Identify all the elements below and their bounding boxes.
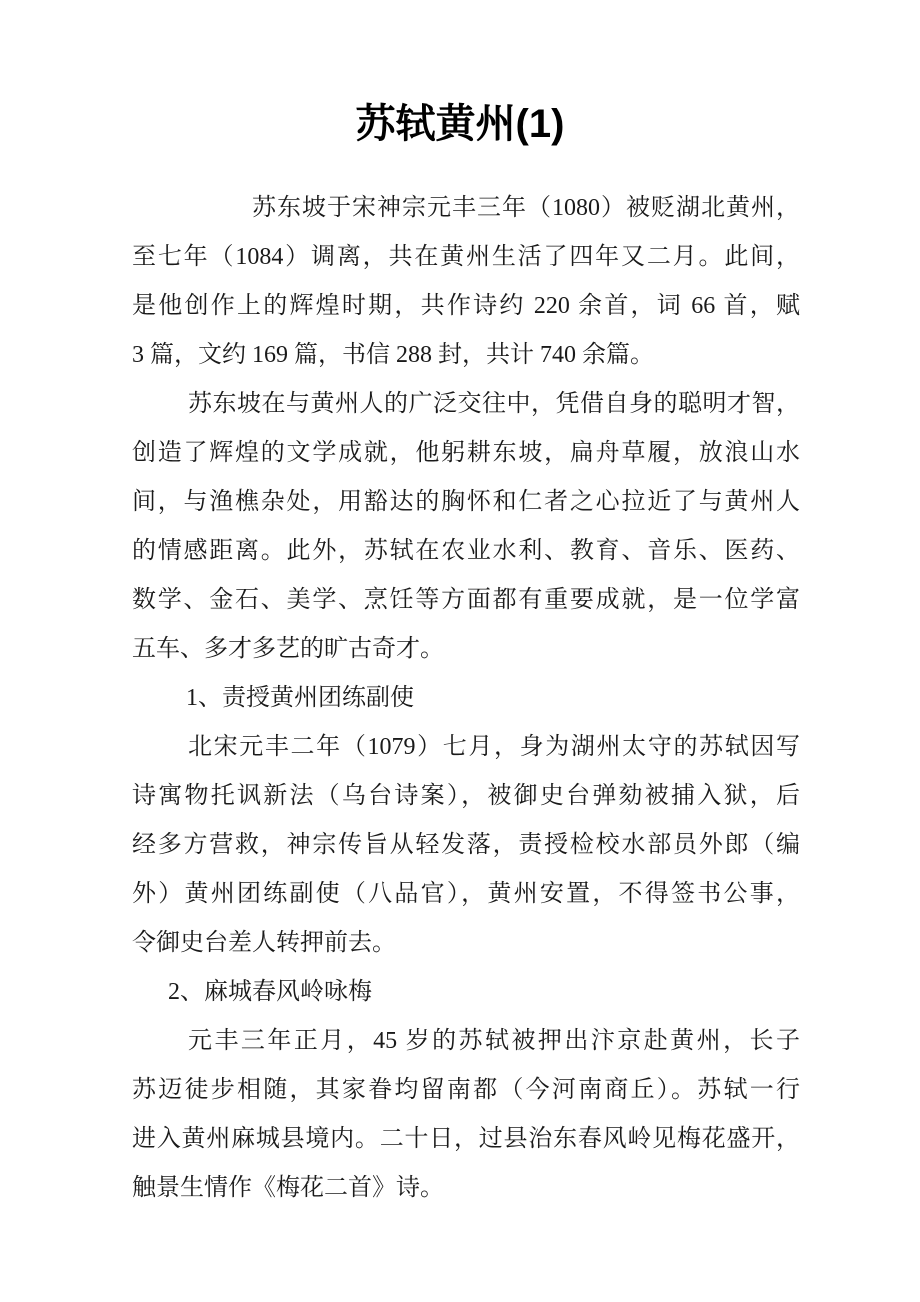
text-line: 是他创作上的辉煌时期，共作诗约 220 余首，词 66 首，赋	[132, 293, 800, 319]
text-line: 至七年（1084）调离，共在黄州生活了四年又二月。此间，	[132, 244, 800, 270]
text-line: 苏东坡在与黄州人的广泛交往中，凭借自身的聪明才智，	[188, 391, 800, 417]
text-line: 元丰三年正月，45 岁的苏轼被押出汴京赴黄州，长子	[188, 1028, 800, 1054]
text-line: 令御史台差人转押前去。	[132, 930, 396, 956]
text-line: 的情感距离。此外，苏轼在农业水利、教育、音乐、医药、	[132, 538, 800, 564]
text-line: 外）黄州团练副使（八品官），黄州安置，不得签书公事，	[132, 881, 800, 907]
document-title: 苏轼黄州(1)	[355, 102, 565, 146]
heading-line: 1、责授黄州团练副使	[186, 685, 414, 711]
text-line: 苏迈徒步相随，其家眷均留南都（今河南商丘）。苏轼一行	[132, 1077, 800, 1103]
text-line: 触景生情作《梅花二首》诗。	[132, 1175, 444, 1201]
text-line: 数学、金石、美学、烹饪等方面都有重要成就，是一位学富	[132, 587, 800, 613]
text-line: 诗寓物托讽新法（乌台诗案），被御史台弹劾被捕入狱，后	[132, 783, 800, 809]
text-line: 间，与渔樵杂处，用豁达的胸怀和仁者之心拉近了与黄州人	[132, 489, 800, 515]
text-line: 创造了辉煌的文学成就，他躬耕东坡，扁舟草履，放浪山水	[132, 440, 800, 466]
text-line: 3 篇，文约 169 篇，书信 288 封，共计 740 余篇。	[132, 342, 654, 368]
text-line: 北宋元丰二年（1079）七月，身为湖州太守的苏轼因写	[188, 734, 800, 760]
text-line: 经多方营救，神宗传旨从轻发落，责授检校水部员外郎（编	[132, 832, 800, 858]
text-line: 苏东坡于宋神宗元丰三年（1080）被贬湖北黄州，	[252, 195, 800, 221]
text-line: 五车、多才多艺的旷古奇才。	[132, 636, 444, 662]
heading-line: 2、麻城春风岭咏梅	[168, 979, 372, 1005]
text-column	[132, 184, 800, 1213]
text-line: 进入黄州麻城县境内。二十日，过县治东春风岭见梅花盛开，	[132, 1126, 800, 1152]
